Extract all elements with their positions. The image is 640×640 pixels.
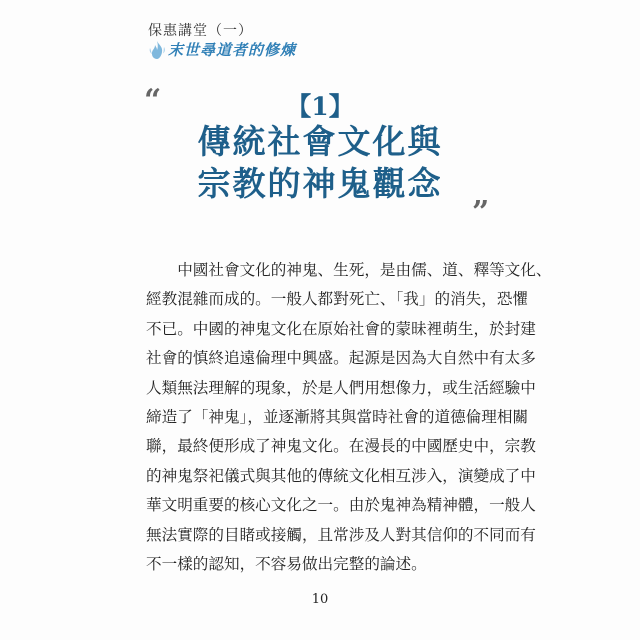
body-line: 締造了「神鬼」，並逐漸將其與當時社會的道德倫理相關 — [146, 407, 529, 426]
body-line: 華文明重要的核心文化之一。由於鬼神為精神體，一般人 — [146, 496, 536, 515]
body-line: 中國社會文化的神鬼、生死，是由儒、道、釋等文化、 — [177, 261, 552, 279]
body-line: 的神鬼祭祀儀式與其他的傳統文化相互涉入，演變成了中 — [146, 466, 536, 485]
series-title: 保惠講堂（一） — [148, 23, 253, 39]
chapter-title-line-1: 傳統社會文化與 — [197, 122, 443, 161]
page-number: 10 — [311, 592, 329, 607]
body-text — [146, 256, 552, 579]
body-line: 經教混雜而成的。一般人都對死亡、「我」的消失，恐懼 — [146, 290, 529, 309]
subtitle-row — [148, 40, 296, 60]
body-line: 無法實際的目睹或接觸，且常涉及人對其信仰的不同而有 — [146, 525, 536, 544]
body-line: 不一樣的認知，不容易做出完整的論述。 — [146, 554, 427, 573]
open-quote-mark: “ — [144, 83, 162, 118]
book-subtitle: 末世尋道者的修煉 — [168, 41, 297, 59]
body-line: 不已。中國的神鬼文化在原始社會的蒙昧裡萌生，於封建 — [146, 319, 536, 338]
body-line: 人類無法理解的現象，於是人們用想像力，或生活經驗中 — [146, 378, 536, 397]
running-header — [148, 22, 296, 60]
close-quote-mark: ” — [472, 195, 490, 230]
body-line: 社會的慎終追遠倫理中興盛。起源是因為大自然中有太多 — [146, 349, 536, 368]
chapter-title-line-2: 宗教的神鬼觀念 — [197, 164, 443, 203]
flame-icon — [148, 40, 166, 60]
chapter-number: 【1】 — [286, 92, 354, 121]
body-line: 聯，最終便形成了神鬼文化。在漫長的中國歷史中，宗教 — [146, 437, 536, 456]
